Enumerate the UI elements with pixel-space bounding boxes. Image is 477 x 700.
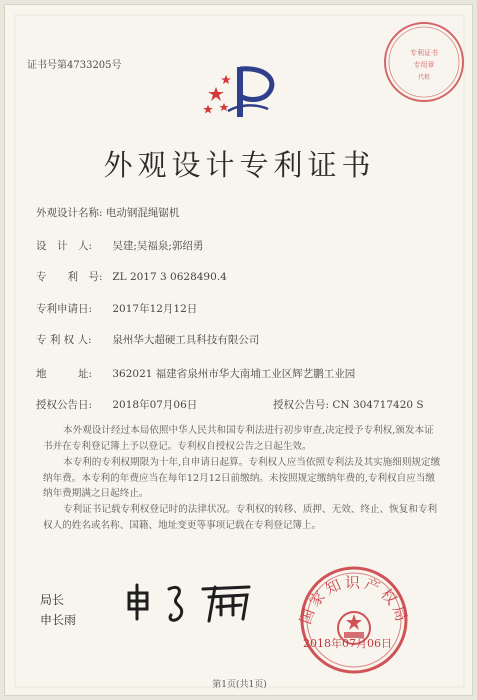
patentee-label: 专 利 权 人: [36, 334, 92, 346]
cnipa-logo-icon [198, 61, 278, 125]
handwritten-signature [123, 575, 263, 631]
svg-text:专利证书: 专利证书 [410, 49, 438, 57]
paragraph-2: 本专利的专利权期限为十年,自申请日起算。专利权人应当依照专利法及其实施细则规定缴纳年费。本专利的年费应当在每年12月12日前缴纳。未按照规定缴纳年费的,专利权自应当缴纳年费期满之日起终止。 [43, 457, 441, 499]
patent-number-row [36, 269, 227, 284]
certificate-number: 证书号第4733205号 [27, 60, 122, 71]
grant-number-label: 授权公告号: [273, 399, 330, 411]
address-value: 362021 福建省泉州市华大南埔工业区辉艺鹏工业园 [112, 368, 356, 380]
design-name-value: 电动钢混绳锯机 [105, 207, 180, 219]
patentee-value: 泉州华大超硬工具科技有限公司 [112, 334, 260, 346]
grant-number-value: CN 304717420 S [332, 399, 424, 411]
top-right-stamp [381, 19, 467, 105]
svg-text:国家知识产权局: 国家知识产权局 [296, 573, 412, 627]
grant-date-row [36, 397, 197, 412]
page-footer: 第1页(共1页) [212, 680, 267, 690]
seal-date: 2018年07月06日 [303, 637, 392, 650]
designer-value: 吴建;吴福泉;郭绍勇 [112, 240, 204, 252]
grant-date-label: 授权公告日: [36, 399, 93, 411]
official-seal [289, 550, 419, 680]
patent-number-value: ZL 2017 3 0628490.4 [112, 271, 227, 283]
filing-date-value: 2017年12月12日 [112, 303, 198, 315]
address-label: 地 址: [36, 368, 93, 380]
grant-number-row [273, 397, 424, 412]
address-row [36, 366, 355, 381]
grant-date-value: 2018年07月06日 [112, 399, 198, 411]
director-title: 局长 [40, 593, 65, 607]
patent-number-label: 专 利 号: [36, 271, 103, 283]
design-name-row [36, 205, 179, 220]
paragraph-3: 专利证书记载专利权登记时的法律状况。专利权的转移、质押、无效、终止、恢复和专利权人的姓名或名称、国籍、地址变更等事项记载在专利登记簿上。 [43, 504, 438, 531]
certificate-paper [4, 4, 473, 696]
certificate-title: 外观设计专利证书 [103, 148, 376, 182]
svg-text:代租: 代租 [417, 74, 431, 81]
design-name-label: 外观设计名称: [36, 207, 103, 219]
director-name: 申长雨 [40, 613, 77, 627]
filing-date-label: 专利申请日: [36, 303, 93, 315]
patentee-row [36, 332, 259, 347]
paragraph-1: 本外观设计经过本局依照中华人民共和国专利法进行初步审查,决定授予专利权,颁发本证书并在专利登记簿上予以登记。专利权自授权公告之日起生效。 [43, 425, 434, 452]
filing-date-row [36, 301, 197, 316]
designer-label: 设 计 人: [36, 240, 93, 252]
svg-text:专用章: 专用章 [413, 61, 435, 69]
designer-row [36, 238, 203, 253]
